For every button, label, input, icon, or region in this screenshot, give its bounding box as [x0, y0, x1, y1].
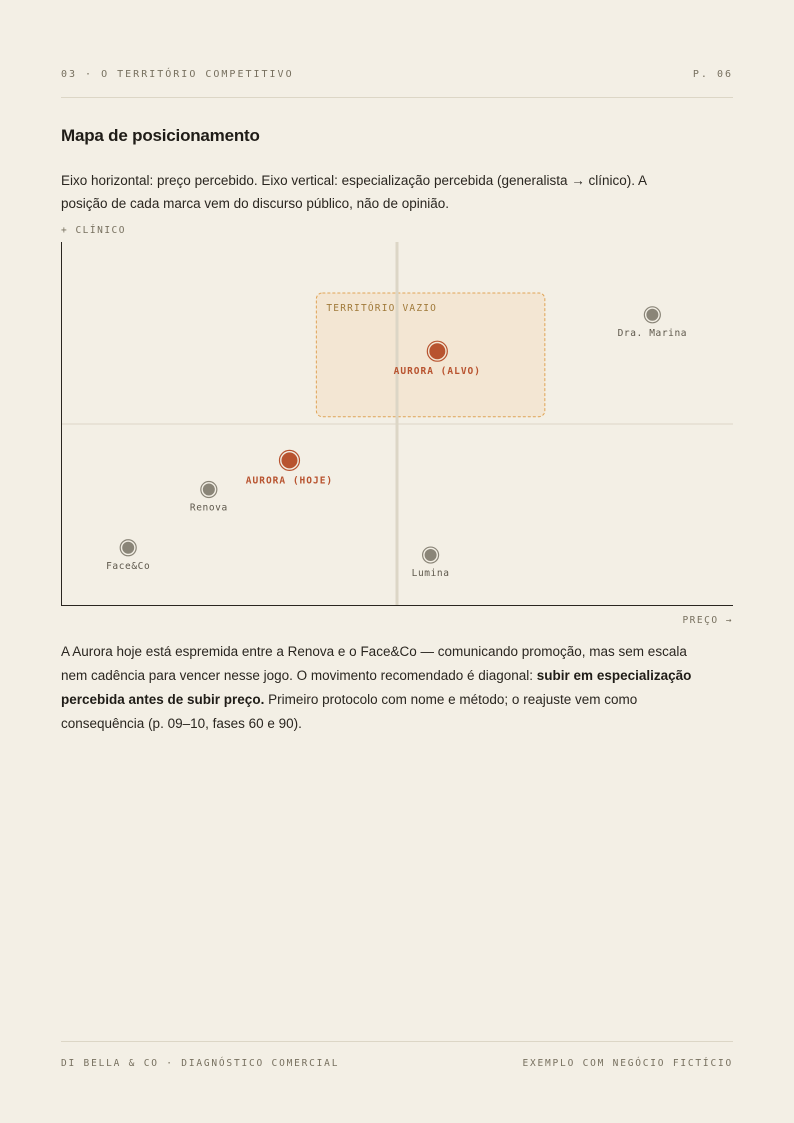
point-face-co [122, 542, 134, 554]
point-dra-marina [646, 309, 658, 321]
analysis-text-2: Primeiro protocolo com nome e método; o reajuste vem como consequência (p. 09–10, fases 60 e 90). [61, 692, 638, 731]
x-axis-label: PREÇO → [682, 615, 733, 626]
point-label-aurora-hoje: AURORA (HOJE) [245, 475, 334, 487]
page-header [61, 69, 733, 98]
point-aurora-hoje [281, 452, 297, 468]
page-number: P. 06 [692, 69, 733, 80]
point-label-face-co: Face&Co [106, 560, 151, 572]
point-label-renova: Renova [189, 502, 228, 514]
point-aurora-alvo [429, 343, 445, 359]
point-renova [203, 484, 215, 496]
section-title: 03 · O TERRITÓRIO COMPETITIVO [61, 69, 294, 80]
empty-territory-label: TERRITÓRIO VAZIO [326, 302, 438, 314]
page-title: Mapa de posicionamento [61, 126, 260, 145]
y-axis-label: + CLÍNICO [61, 225, 126, 236]
point-label-lumina: Lumina [411, 568, 450, 580]
point-label-aurora-alvo: AURORA (ALVO) [393, 366, 481, 378]
positioning-map [61, 242, 733, 606]
page-footer [61, 1041, 733, 1069]
analysis-highlight: subir em especialização percebida antes de subir preço. [61, 668, 692, 707]
footer-note: EXEMPLO COM NEGÓCIO FICTÍCIO [522, 1058, 733, 1069]
positioning-map-svg [61, 242, 733, 606]
analysis-paragraph [61, 640, 701, 736]
footer-brand: DI BELLA & CO · DIAGNÓSTICO COMERCIAL [61, 1058, 340, 1069]
point-label-dra-marina: Dra. Marina [617, 327, 688, 339]
intro-text: Eixo horizontal: preço percebido. Eixo vertical: especialização percebida (generalista → clínico). A posição de cada marca vem do discurso público, não de opinião. [61, 173, 647, 211]
point-lumina [425, 549, 437, 561]
analysis-text-1: A Aurora hoje está espremida entre a Renova e o Face&Co — comunicando promoção, mas sem escala nem cadência para vencer nesse jogo. O movimento recomendado é diagonal: [61, 644, 687, 683]
